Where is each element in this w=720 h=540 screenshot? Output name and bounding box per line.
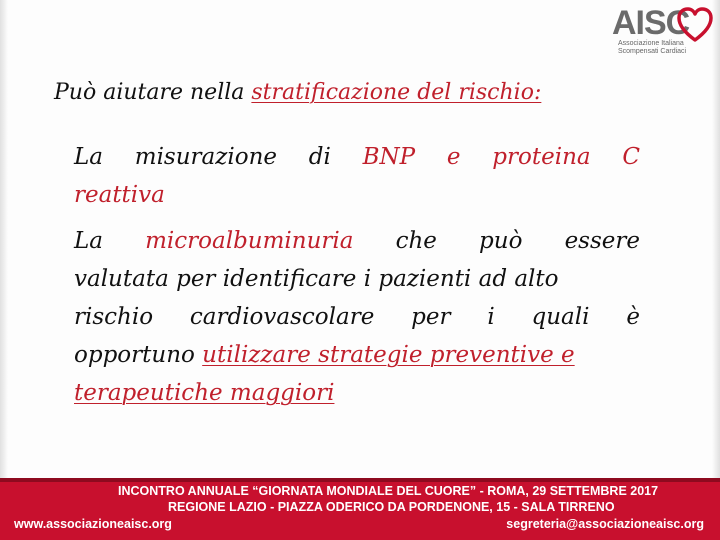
left-shadow-edge bbox=[0, 0, 8, 480]
paragraph-line bbox=[74, 138, 640, 176]
word: C bbox=[622, 144, 640, 170]
paragraph-line bbox=[74, 176, 640, 214]
text-line: valutata per identificare i pazienti ad alto bbox=[74, 266, 559, 292]
logo-wordmark: AISC bbox=[612, 4, 690, 42]
word: essere bbox=[564, 228, 640, 254]
headline-prefix: Può aiutare nella bbox=[54, 80, 252, 105]
word: misurazione bbox=[134, 144, 277, 170]
word: cardiovascolare bbox=[189, 304, 375, 330]
word: rischio bbox=[74, 304, 154, 330]
word: proteina bbox=[492, 144, 591, 170]
logo-subtitle-line1: Associazione Italiana bbox=[618, 40, 684, 47]
logo-subtitle-line2: Scompensati Cardiaci bbox=[618, 48, 687, 55]
aisc-logo bbox=[612, 4, 716, 56]
bnp-keyword: BNP bbox=[362, 144, 416, 170]
word: La bbox=[74, 144, 103, 170]
paragraph-line bbox=[74, 222, 640, 260]
word: i bbox=[487, 304, 495, 330]
text-fragment: opportuno bbox=[74, 342, 203, 368]
strategies-highlight-cont: terapeutiche maggiori bbox=[74, 380, 335, 406]
paragraph-line bbox=[74, 260, 640, 298]
email-link[interactable]: segreteria@associazioneaisc.org bbox=[506, 517, 704, 531]
headline-highlight: stratificazione del rischio: bbox=[251, 80, 542, 105]
word: è bbox=[626, 304, 640, 330]
paragraph-microalbuminuria bbox=[74, 222, 640, 412]
paragraph-line bbox=[74, 374, 640, 412]
footer-banner bbox=[0, 478, 720, 540]
strategies-highlight: utilizzare strategie preventive e bbox=[202, 342, 575, 368]
headline bbox=[54, 80, 541, 105]
word: quali bbox=[531, 304, 590, 330]
word: e bbox=[446, 144, 461, 170]
word: che bbox=[395, 228, 437, 254]
event-location: REGIONE LAZIO - PIAZZA ODERICO DA PORDENONE, 15 - SALA TIRRENO bbox=[168, 500, 615, 514]
word: può bbox=[479, 228, 523, 254]
footer-top-stripe bbox=[0, 478, 720, 482]
heart-logo-icon bbox=[676, 6, 714, 44]
word: di bbox=[308, 144, 331, 170]
paragraph-bnp bbox=[74, 138, 640, 214]
microalbuminuria-keyword: microalbuminuria bbox=[145, 228, 354, 254]
event-title: INCONTRO ANNUALE “GIORNATA MONDIALE DEL CUORE” - ROMA, 29 SETTEMBRE 2017 bbox=[118, 484, 659, 498]
right-shadow-edge bbox=[712, 0, 720, 480]
paragraph-line bbox=[74, 298, 640, 336]
website-link[interactable]: www.associazioneaisc.org bbox=[14, 517, 172, 531]
paragraph-line bbox=[74, 336, 640, 374]
word: per bbox=[411, 304, 451, 330]
word: reattiva bbox=[74, 182, 165, 208]
word: La bbox=[74, 228, 103, 254]
